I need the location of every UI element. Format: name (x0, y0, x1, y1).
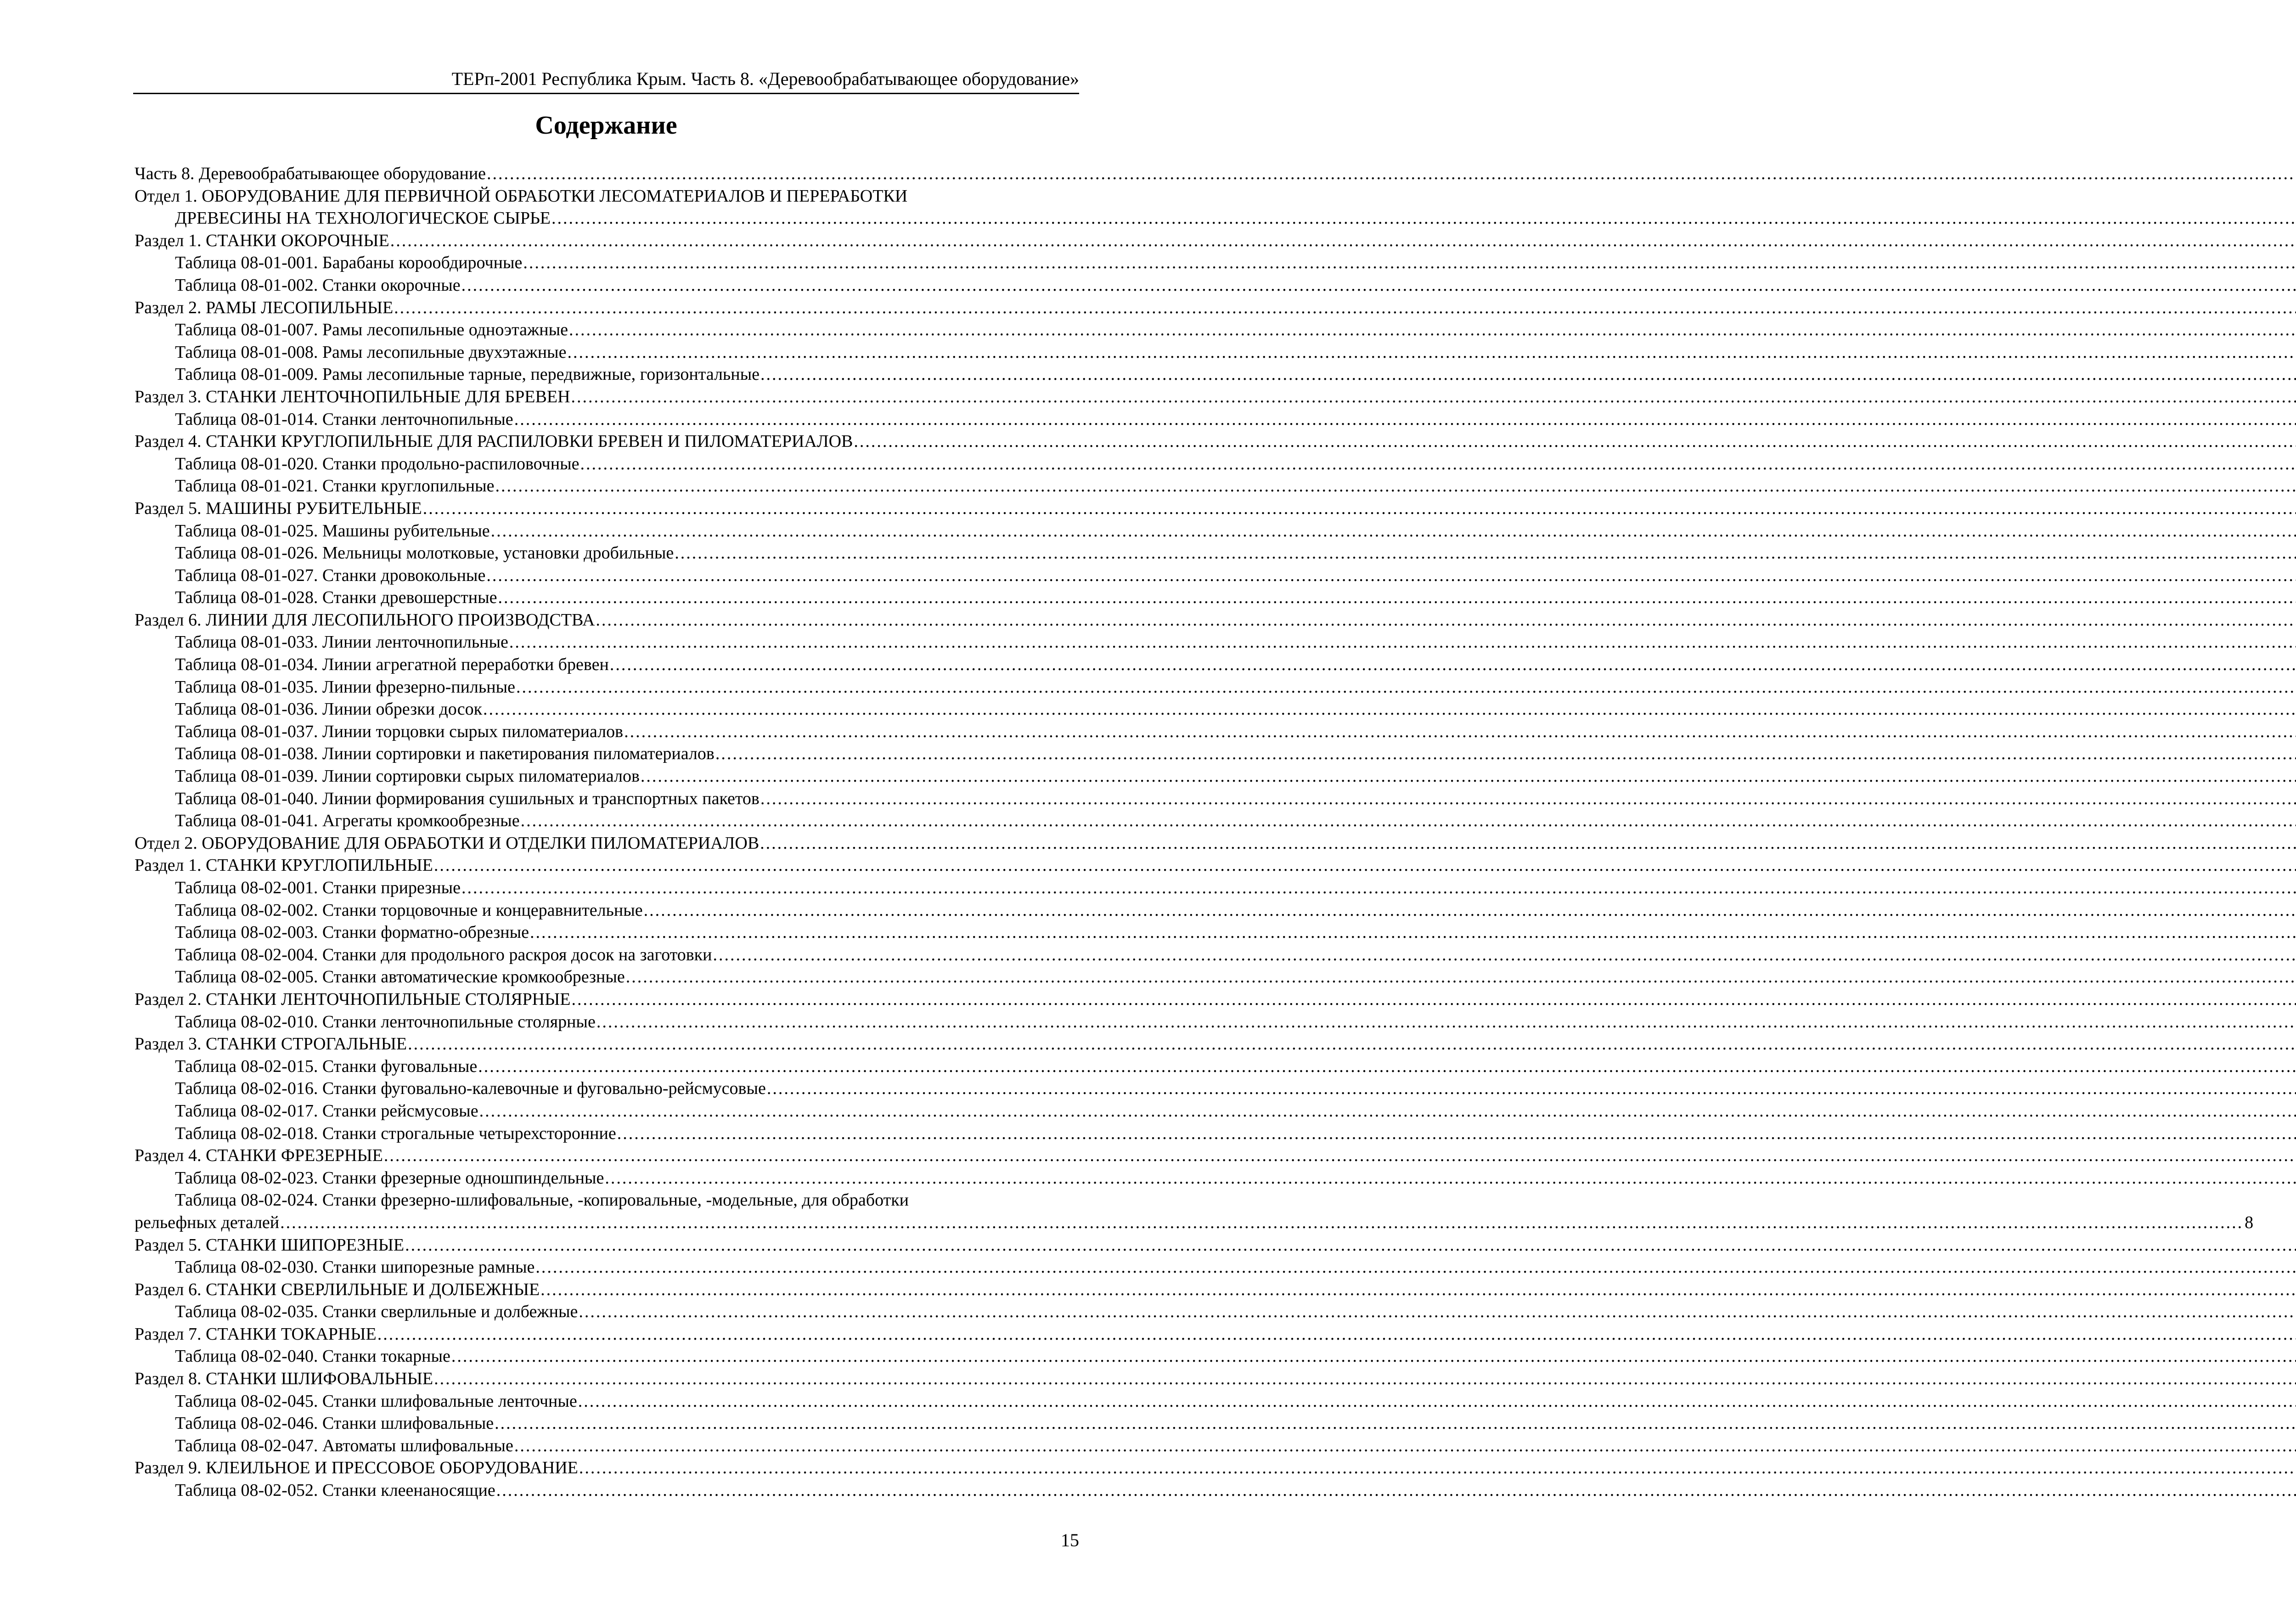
dot-leader (434, 854, 2296, 877)
toc-entry-text: Таблица 08-02-045. Станки шлифовальные ленточные (175, 1391, 577, 1411)
toc-table-entry[interactable] (135, 1301, 1068, 1323)
toc-entry-text: Раздел 4. СТАНКИ КРУГЛОПИЛЬНЫЕ ДЛЯ РАСПИЛОВКИ БРЕВЕН И ПИЛОМАТЕРИАЛОВ (135, 432, 853, 451)
dot-leader (479, 1100, 2296, 1122)
dot-leader (641, 765, 2296, 788)
dot-leader (617, 1122, 2296, 1145)
dot-leader (394, 297, 2296, 319)
toc-table-entry[interactable] (135, 319, 1068, 341)
toc-entry-text: Таблица 08-01-026. Мельницы молотковые, установки дробильные (175, 543, 674, 563)
dot-leader (596, 609, 2296, 631)
toc-table-entry[interactable] (135, 586, 1068, 609)
dot-leader (514, 1435, 2296, 1457)
toc-table-entry[interactable] (135, 1479, 1068, 1502)
dot-leader (760, 788, 2296, 810)
dot-leader (760, 832, 2296, 855)
toc-entry-text: Раздел 2. РАМЫ ЛЕСОПИЛЬНЫЕ (135, 298, 394, 317)
toc-entry-text: Таблица 08-01-008. Рамы лесопильные двухэтажные (175, 342, 567, 362)
toc-entry-text: Таблица 08-02-017. Станки рейсмусовые (175, 1101, 478, 1121)
dot-leader (579, 1457, 2296, 1479)
toc-table-entry[interactable] (135, 676, 1068, 699)
toc-entry-text: Отдел 2. ОБОРУДОВАНИЕ ДЛЯ ОБРАБОТКИ И ОТДЕЛКИ ПИЛОМАТЕРИАЛОВ (135, 833, 760, 853)
toc-table-entry[interactable] (135, 944, 1068, 966)
dot-leader (530, 921, 2296, 944)
dot-leader (569, 319, 2296, 341)
toc-entry-text: Таблица 08-02-030. Станки шипорезные рамные (175, 1257, 535, 1277)
dot-leader (516, 676, 2296, 699)
dot-leader (495, 475, 2296, 497)
dot-leader (597, 1011, 2296, 1033)
toc-entry-text: Раздел 3. СТАНКИ ЛЕНТОЧНОПИЛЬНЫЕ ДЛЯ БРЕВЕН (135, 387, 570, 406)
dot-leader (491, 520, 2296, 542)
toc-table-entry[interactable] (135, 1055, 1068, 1078)
dot-leader (579, 1301, 2296, 1323)
dot-leader (496, 1479, 2296, 1502)
toc-entry-text-continued: рельефных деталей (135, 1212, 280, 1232)
dot-leader (760, 363, 2296, 386)
toc-section-entry[interactable] (135, 1279, 1068, 1301)
toc-entry-text: Раздел 6. СТАНКИ СВЕРЛИЛЬНЫЕ И ДОЛБЕЖНЫЕ (135, 1279, 540, 1299)
dot-leader (486, 564, 2296, 587)
dot-leader (571, 386, 2296, 408)
toc-entry-text: Раздел 7. СТАНКИ ТОКАРНЫЕ (135, 1324, 377, 1344)
toc-entry-text: Таблица 08-01-035. Линии фрезерно-пильные (175, 677, 515, 697)
toc-table-entry[interactable] (135, 899, 1068, 922)
toc-entry-text: Раздел 5. МАШИНЫ РУБИТЕЛЬНЫЕ (135, 498, 422, 518)
toc-table-entry[interactable] (135, 654, 1068, 676)
toc-entry-text: Таблица 08-01-040. Линии формирования сушильных и транспортных пакетов (175, 789, 760, 808)
dot-leader (578, 1390, 2296, 1413)
toc-entry-text: Раздел 2. СТАНКИ ЛЕНТОЧНОПИЛЬНЫЕ СТОЛЯРНЫЕ (135, 989, 571, 1009)
toc-entry-text: Раздел 1. СТАНКИ КРУГЛОПИЛЬНЫЕ (135, 856, 433, 875)
toc-table-entry[interactable] (135, 698, 1068, 721)
toc-table-entry[interactable] (135, 1100, 1068, 1122)
dot-leader (713, 944, 2296, 966)
toc-entry-text: Таблица 08-02-002. Станки торцовочные и концеравнительные (175, 900, 643, 920)
toc-table-entry[interactable] (135, 721, 1068, 743)
toc-table-entry[interactable] (135, 1412, 1068, 1435)
toc-section-entry[interactable] (135, 1234, 1068, 1257)
toc-entry-text: Таблица 08-01-009. Рамы лесопильные тарные, передвижные, горизонтальные (175, 365, 760, 384)
toc-entry-text: Таблица 08-01-001. Барабаны корообдирочные (175, 253, 523, 273)
page-number: 15 (1061, 1530, 1079, 1550)
dot-leader (451, 1345, 2296, 1368)
toc-entry-text: Раздел 3. СТАНКИ СТРОГАЛЬНЫЕ (135, 1034, 407, 1054)
toc-entry-text: Таблица 08-01-021. Станки круглопильные (175, 476, 495, 496)
toc-table-entry[interactable] (135, 341, 1068, 364)
toc-table-entry[interactable] (135, 363, 1068, 386)
toc-entry-text: Таблица 08-02-023. Станки фрезерные одношпиндельные (175, 1168, 604, 1188)
toc-table-entry[interactable] (135, 475, 1068, 497)
toc-entry-text: Таблица 08-01-027. Станки дровокольные (175, 565, 486, 585)
toc-section-entry[interactable] (135, 1323, 1068, 1346)
dot-leader (605, 1167, 2296, 1189)
toc-entry-text: Раздел 5. СТАНКИ ШИПОРЕЗНЫЕ (135, 1235, 405, 1255)
toc-entry-text: Таблица 08-02-001. Станки прирезные (175, 878, 461, 897)
toc-section-entry[interactable] (135, 386, 1068, 408)
toc-entry-text: Раздел 9. КЛЕИЛЬНОЕ И ПРЕССОВОЕ ОБОРУДОВАНИЕ (135, 1458, 578, 1478)
toc-table-entry[interactable] (135, 1077, 1068, 1100)
dot-leader (540, 1279, 2296, 1301)
dot-leader (384, 1144, 2296, 1167)
dot-leader (523, 252, 2296, 274)
dot-leader (626, 966, 2296, 988)
toc-entry-text: Таблица 08-02-016. Станки фуговально-калевочные и фуговально-рейсмусовые (175, 1079, 766, 1099)
toc-entry-text: Таблица 08-01-002. Станки окорочные (175, 275, 461, 295)
toc-entry-text: Таблица 08-01-041. Агрегаты кромкообрезные (175, 811, 520, 831)
toc-section-entry[interactable] (135, 1033, 1068, 1055)
toc-entry-text: Отдел 1. ОБОРУДОВАНИЕ ДЛЯ ПЕРВИЧНОЙ ОБРАБОТКИ ЛЕСОМАТЕРИАЛОВ И ПЕРЕРАБОТКИ (135, 186, 908, 206)
toc-entry-text: Часть 8. Деревообрабатывающее оборудование (135, 164, 486, 183)
toc-table-entry[interactable] (135, 564, 1068, 587)
toc-entry-text: Таблица 08-02-018. Станки строгальные четырехсторонние (175, 1123, 616, 1143)
toc-entry-text: Таблица 08-02-015. Станки фуговальные (175, 1056, 478, 1076)
dot-leader (551, 207, 2296, 230)
toc-entry-text: Таблица 08-01-038. Линии сортировки и пакетирования пиломатериалов (175, 744, 715, 764)
page-title: Содержание (535, 111, 677, 140)
toc-entry-text: Таблица 08-01-028. Станки древошерстные (175, 588, 497, 608)
toc-section-entry[interactable] (135, 1368, 1068, 1390)
toc-table-entry[interactable] (135, 1390, 1068, 1413)
dot-leader (434, 1368, 2296, 1390)
toc-table-entry[interactable] (135, 453, 1068, 475)
toc-table-entry[interactable] (135, 1011, 1068, 1033)
toc-entry-text: Таблица 08-02-024. Станки фрезерно-шлифовальные, -копировальные, -модельные, для обработки (175, 1190, 909, 1210)
toc-table-entry[interactable] (135, 520, 1068, 542)
toc-entry-text: Таблица 08-02-040. Станки токарные (175, 1347, 450, 1366)
running-header: ТЕРп-2001 Республика Крым. Часть 8. «Деревообрабатывающее оборудование» (451, 68, 1079, 89)
toc-entry-text: Таблица 08-02-047. Автоматы шлифовальные (175, 1436, 513, 1455)
toc-table-entry[interactable] (135, 542, 1068, 564)
dot-leader (390, 230, 2296, 252)
dot-leader (280, 1212, 2243, 1234)
dot-leader (521, 810, 2296, 832)
toc-entry-text: Раздел 4. СТАНКИ ФРЕЗЕРНЫЕ (135, 1146, 383, 1166)
dot-leader (461, 877, 2296, 899)
toc-table-entry[interactable] (135, 877, 1068, 899)
dot-leader (854, 430, 2296, 453)
toc-section-entry[interactable] (135, 832, 1068, 855)
toc-section-entry[interactable] (135, 497, 1068, 520)
toc-table-entry[interactable] (135, 921, 1068, 944)
dot-leader (509, 631, 2296, 654)
toc-entry-text: Раздел 8. СТАНКИ ШЛИФОВАЛЬНЫЕ (135, 1369, 433, 1389)
toc-entry-text: Таблица 08-02-005. Станки автоматические кромкообрезные (175, 967, 625, 987)
dot-leader (624, 721, 2296, 743)
toc-entry-text: Таблица 08-02-035. Станки сверлильные и долбежные (175, 1302, 578, 1322)
dot-leader (571, 988, 2296, 1011)
toc-section-entry[interactable] (135, 988, 1068, 1011)
dot-leader (487, 163, 2296, 185)
toc-table-entry[interactable] (135, 765, 1068, 788)
dot-leader (483, 698, 2296, 721)
toc-section-entry[interactable] (135, 230, 1068, 252)
toc-table-entry[interactable] (135, 1189, 2254, 1234)
dot-leader (567, 341, 2296, 364)
toc-page-number: 8 (2245, 1212, 2254, 1232)
toc-section-entry[interactable] (135, 163, 1068, 185)
toc-section-entry[interactable] (135, 854, 1068, 877)
toc-table-entry[interactable] (135, 810, 1068, 832)
toc-table-entry[interactable] (135, 274, 1068, 297)
toc-entry-text: Таблица 08-01-036. Линии обрезки досок (175, 699, 483, 719)
toc-table-entry[interactable] (135, 631, 1068, 654)
dot-leader (405, 1234, 2296, 1257)
toc-table-entry[interactable] (135, 408, 1068, 431)
dot-leader (461, 274, 2296, 297)
toc-section-entry[interactable] (135, 430, 1068, 453)
toc-section-entry[interactable] (135, 297, 1068, 319)
dot-leader (514, 408, 2296, 431)
toc-table-entry[interactable] (135, 252, 1068, 274)
toc-entry-text: Раздел 6. ЛИНИИ ДЛЯ ЛЕСОПИЛЬНОГО ПРОИЗВОДСТВА (135, 610, 595, 630)
toc-entry-text-continued: ДРЕВЕСИНЫ НА ТЕХНОЛОГИЧЕСКОЕ СЫРЬЕ (175, 209, 551, 228)
toc-entry-text: Таблица 08-02-003. Станки форматно-обрезные (175, 923, 529, 942)
dot-leader (535, 1256, 2296, 1279)
toc-entry-text: Таблица 08-02-004. Станки для продольного раскроя досок на заготовки (175, 945, 712, 964)
toc-table-entry[interactable] (135, 1435, 1068, 1457)
dot-leader (478, 1055, 2296, 1078)
toc-table-entry[interactable] (135, 1167, 1068, 1189)
toc-entry-text: Таблица 08-01-034. Линии агрегатной переработки бревен (175, 655, 609, 675)
toc-table-entry[interactable] (135, 1122, 1068, 1145)
toc-section-entry[interactable] (135, 1457, 1068, 1479)
toc-entry-text: Таблица 08-01-014. Станки ленточнопильные (175, 409, 513, 429)
dot-leader (377, 1323, 2296, 1346)
toc-entry-text: Таблица 08-01-033. Линии ленточнопильные (175, 632, 508, 652)
toc-entry-text: Раздел 1. СТАНКИ ОКОРОЧНЫЕ (135, 231, 389, 250)
toc-entry-text: Таблица 08-01-020. Станки продольно-распиловочные (175, 454, 580, 473)
dot-leader (580, 453, 2296, 475)
toc-table-entry[interactable] (135, 1345, 1068, 1368)
dot-leader (644, 899, 2296, 922)
toc-entry-text: Таблица 08-01-025. Машины рубительные (175, 521, 490, 541)
toc-section-entry[interactable] (135, 1144, 1068, 1167)
dot-leader (423, 497, 2296, 520)
dot-leader (715, 743, 2296, 765)
table-of-contents (135, 163, 2254, 1502)
toc-entry-text: Таблица 08-01-007. Рамы лесопильные одноэтажные (175, 320, 568, 340)
toc-section-entry[interactable] (135, 185, 1068, 230)
toc-table-entry[interactable] (135, 1256, 1068, 1279)
toc-table-entry[interactable] (135, 743, 1068, 765)
toc-entry-text: Таблица 08-02-052. Станки клеенаносящие (175, 1481, 495, 1500)
dot-leader (408, 1033, 2296, 1055)
toc-entry-text: Таблица 08-01-039. Линии сортировки сырых пиломатериалов (175, 767, 640, 786)
dot-leader (495, 1412, 2296, 1435)
header-rule (133, 93, 1079, 94)
toc-table-entry[interactable] (135, 788, 1068, 810)
toc-section-entry[interactable] (135, 609, 1068, 631)
dot-leader (675, 542, 2296, 564)
toc-entry-text: Таблица 08-02-046. Станки шлифовальные (175, 1414, 494, 1433)
toc-entry-text: Таблица 08-01-037. Линии торцовки сырых пиломатериалов (175, 721, 624, 741)
toc-table-entry[interactable] (135, 966, 1068, 988)
dot-leader (610, 654, 2296, 676)
dot-leader (767, 1077, 2296, 1100)
toc-entry-text: Таблица 08-02-010. Станки ленточнопильные столярные (175, 1012, 596, 1031)
dot-leader (498, 586, 2296, 609)
